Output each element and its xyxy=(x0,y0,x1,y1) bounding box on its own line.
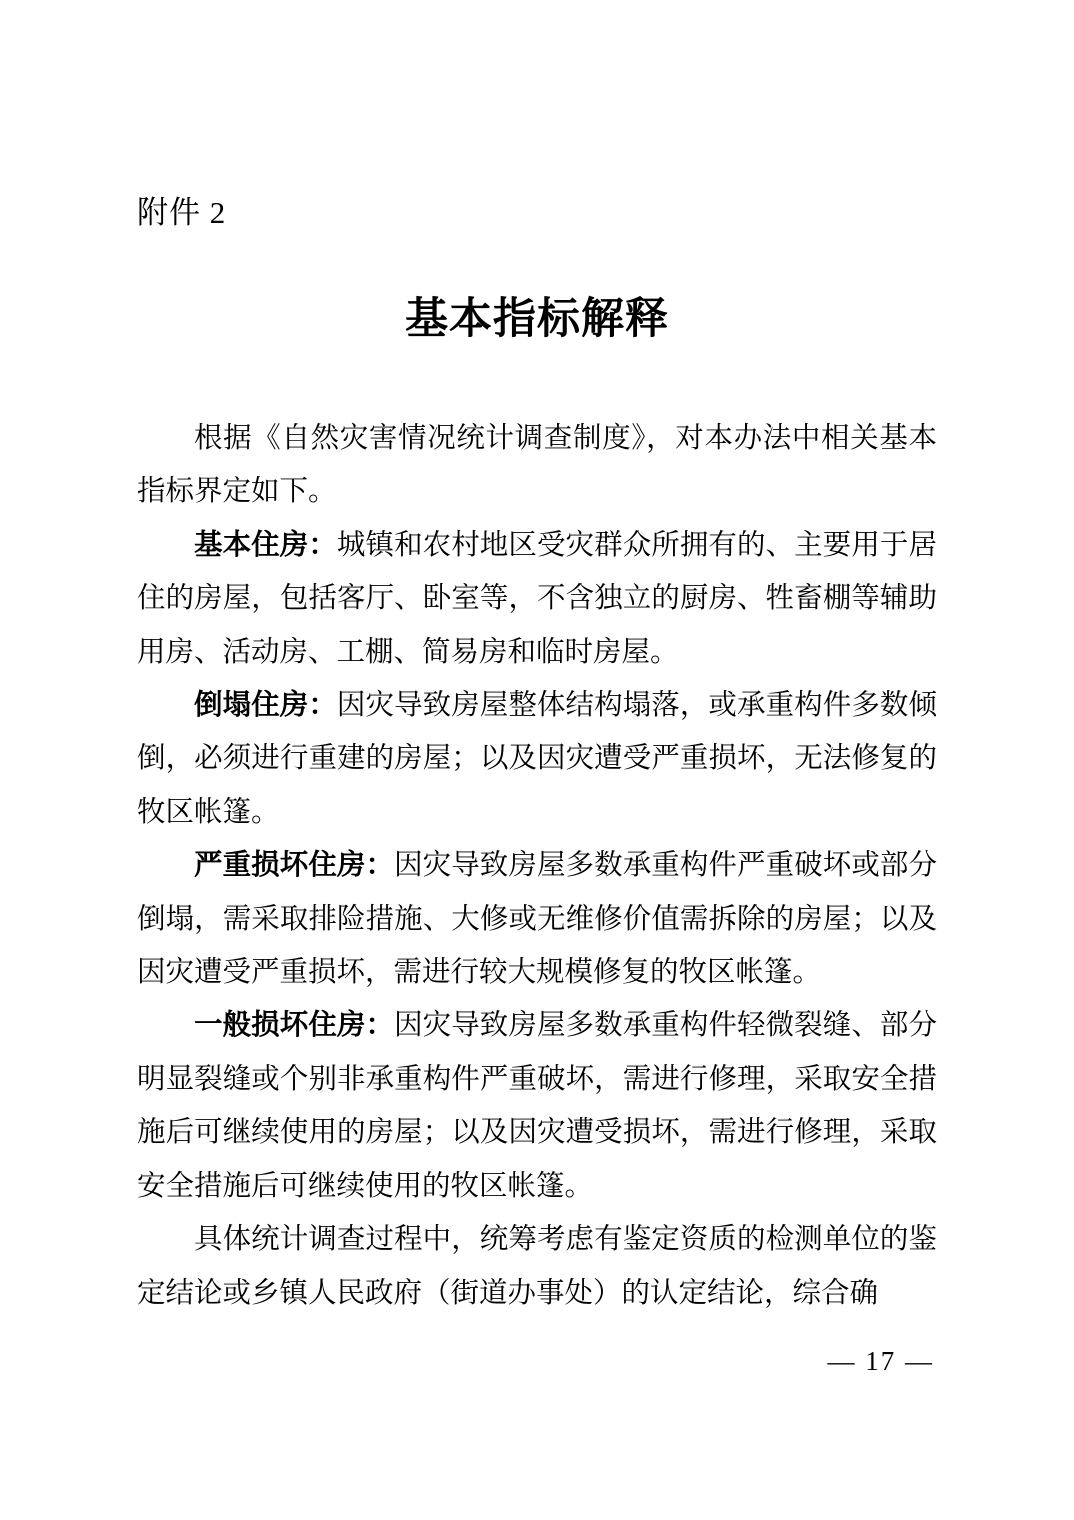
document-title: 基本指标解释 xyxy=(405,296,669,343)
paragraph-text: 因灾导致房屋整体结构塌落，或承重构件多数倾倒，必须进行重建的房屋；以及因灾遭受严重损坏，无法修复的牧区帐篷。 xyxy=(137,690,937,828)
term-label: 严重损坏住房： xyxy=(194,850,395,882)
term-label: 一般损坏住房： xyxy=(194,1010,395,1042)
paragraph-text: 具体统计调查过程中，统筹考虑有鉴定资质的检测单位的鉴定结论或乡镇人民政府（街道办事处）的认定结论，综合确 xyxy=(137,1224,937,1309)
paragraph-intro xyxy=(137,412,937,519)
page-number: — 17 — xyxy=(827,1346,934,1376)
term-label: 倒塌住房： xyxy=(194,690,337,722)
paragraph-text: 根据《自然灾害情况统计调查制度》，对本办法中相关基本指标界定如下。 xyxy=(137,423,937,508)
paragraph-generally-damaged-housing xyxy=(137,999,937,1213)
attachment-label: 附件 2 xyxy=(137,195,227,230)
paragraph-survey-process xyxy=(137,1213,937,1320)
paragraph-basic-housing xyxy=(137,519,937,679)
paragraph-text: 因灾导致房屋多数承重构件轻微裂缝、部分明显裂缝或个别非承重构件严重破坏，需进行修理，采取安全措施后可继续使用的房屋；以及因灾遭受损坏，需进行修理，采取安全措施后可继续使用的牧区帐篷。 xyxy=(137,1010,937,1202)
paragraph-text: 城镇和农村地区受灾群众所拥有的、主要用于居住的房屋，包括客厅、卧室等，不含独立的厨房、牲畜棚等辅助用房、活动房、工棚、简易房和临时房屋。 xyxy=(137,529,937,668)
term-label: 基本住房： xyxy=(194,529,337,561)
document-body xyxy=(137,412,937,1320)
paragraph-collapsed-housing xyxy=(137,679,937,839)
paragraph-text: 因灾导致房屋多数承重构件严重破坏或部分倒塌，需采取排险措施、大修或无维修价值需拆除的房屋；以及因灾遭受严重损坏，需进行较大规模修复的牧区帐篷。 xyxy=(137,850,937,989)
paragraph-severely-damaged-housing xyxy=(137,839,937,999)
